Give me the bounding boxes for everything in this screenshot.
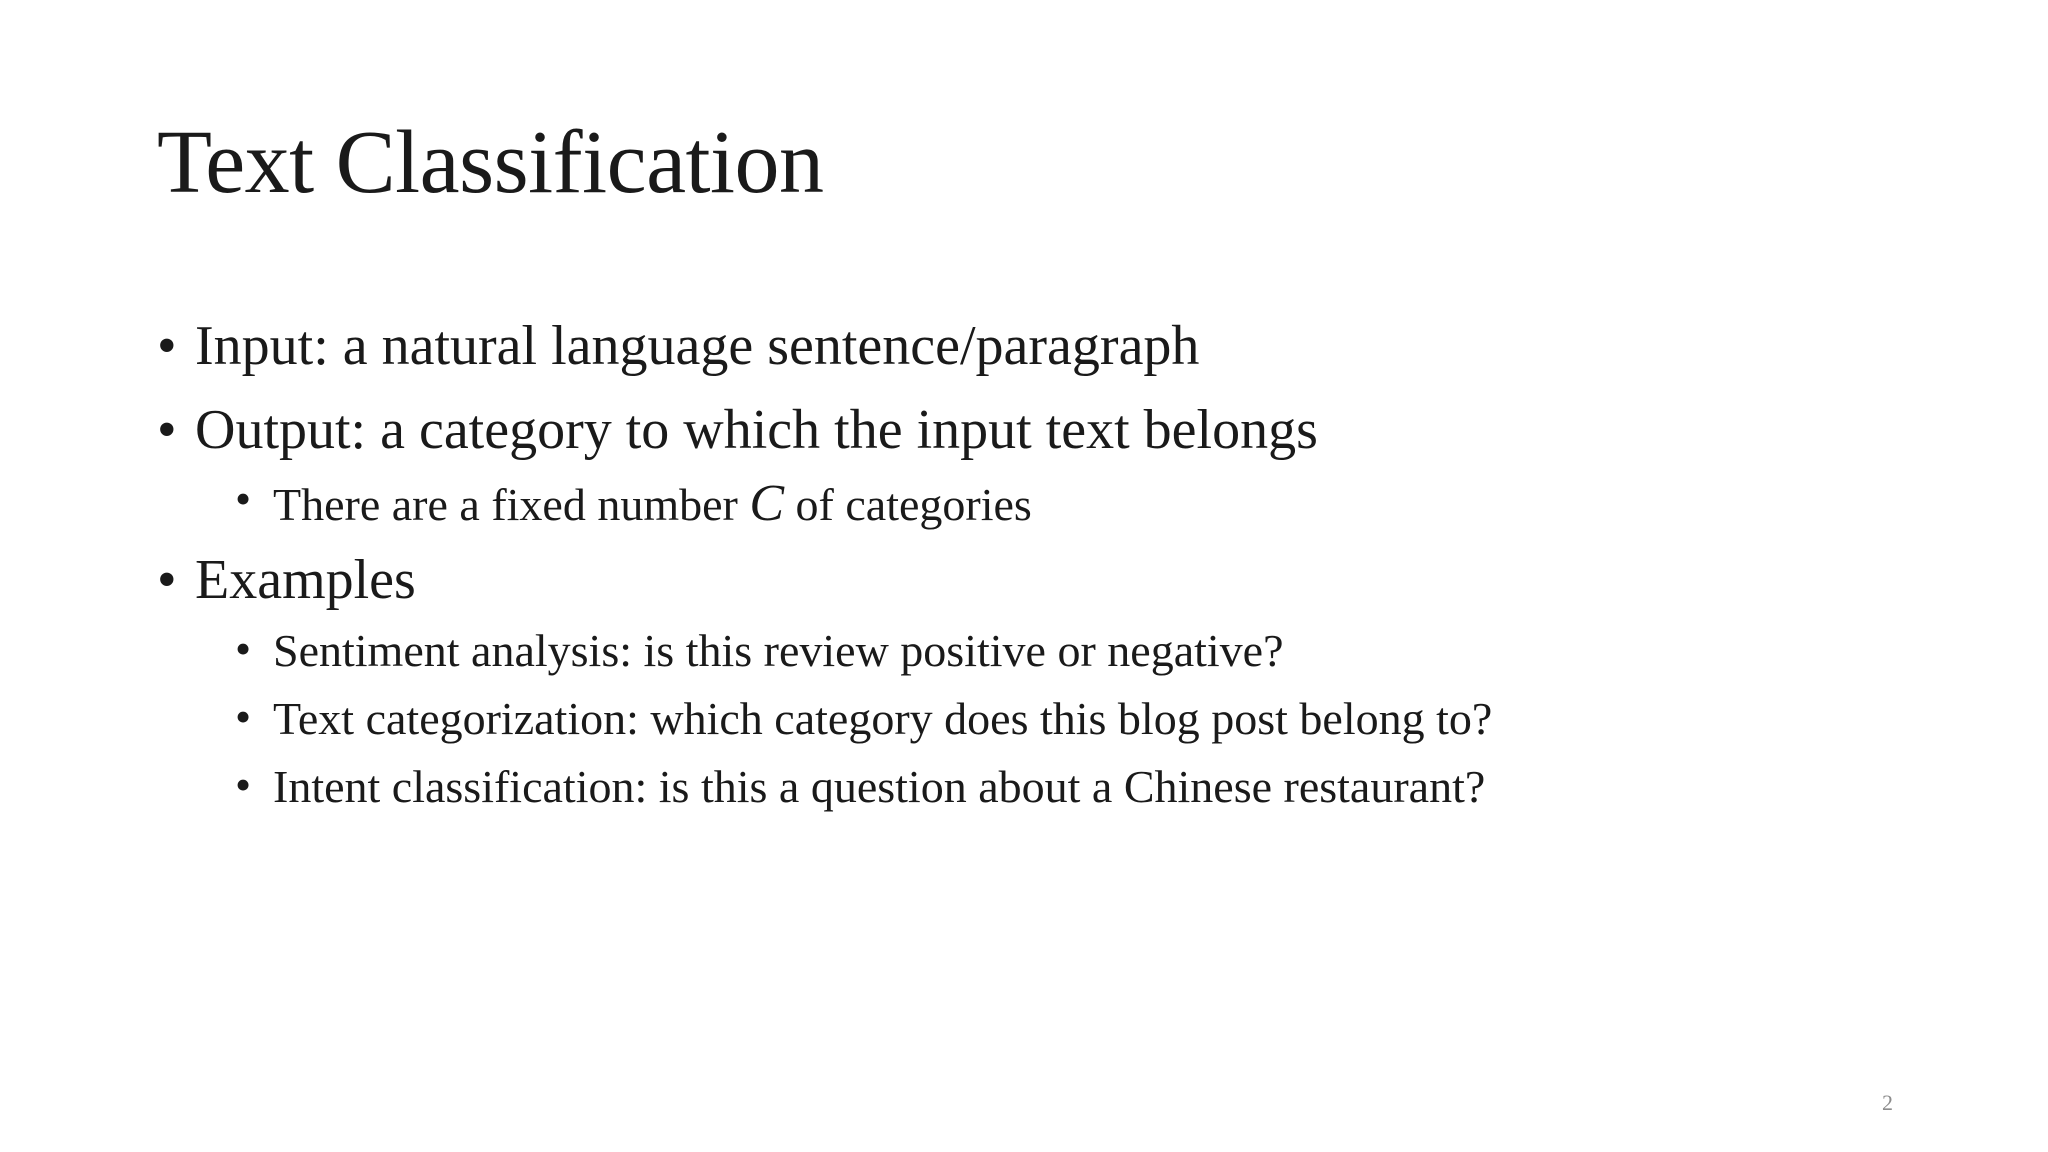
bullet-text: Input: a natural language sentence/paragraph <box>195 315 1200 377</box>
bullet-marker: • <box>157 315 177 377</box>
bullet-marker: • <box>235 691 252 742</box>
sub-bullet-text-before: There are a fixed number <box>273 479 738 530</box>
bullet-marker: • <box>157 399 177 461</box>
bullet-text: Output: a category to which the input text belongs <box>195 399 1318 461</box>
bullet-marker: • <box>235 759 252 810</box>
bullet-list <box>157 315 1493 832</box>
sub-bullet-sentiment <box>157 623 1492 676</box>
bullet-examples <box>157 549 1492 611</box>
bullet-marker: • <box>235 623 252 674</box>
bullet-input <box>157 315 1492 377</box>
bullet-text: Examples <box>195 549 416 611</box>
bullet-output <box>157 399 1492 461</box>
page-number: 2 <box>1882 1090 1893 1115</box>
sub-bullet-categorization <box>157 691 1493 744</box>
sub-bullet-text: Intent classification: is this a question about a Chinese restaurant? <box>273 761 1486 812</box>
sub-bullet-categories <box>157 473 1492 532</box>
bullet-marker: • <box>157 549 177 611</box>
bullet-marker: • <box>235 473 252 524</box>
sub-bullet-text: Sentiment analysis: is this review positive or negative? <box>273 625 1284 676</box>
math-symbol: C <box>749 475 785 532</box>
sub-bullet-intent <box>157 759 1492 812</box>
sub-bullet-text: Text categorization: which category does this blog post belong to? <box>273 693 1493 744</box>
sub-bullet-text-after: of categories <box>795 479 1032 530</box>
slide-title: Text Classification <box>157 113 824 212</box>
